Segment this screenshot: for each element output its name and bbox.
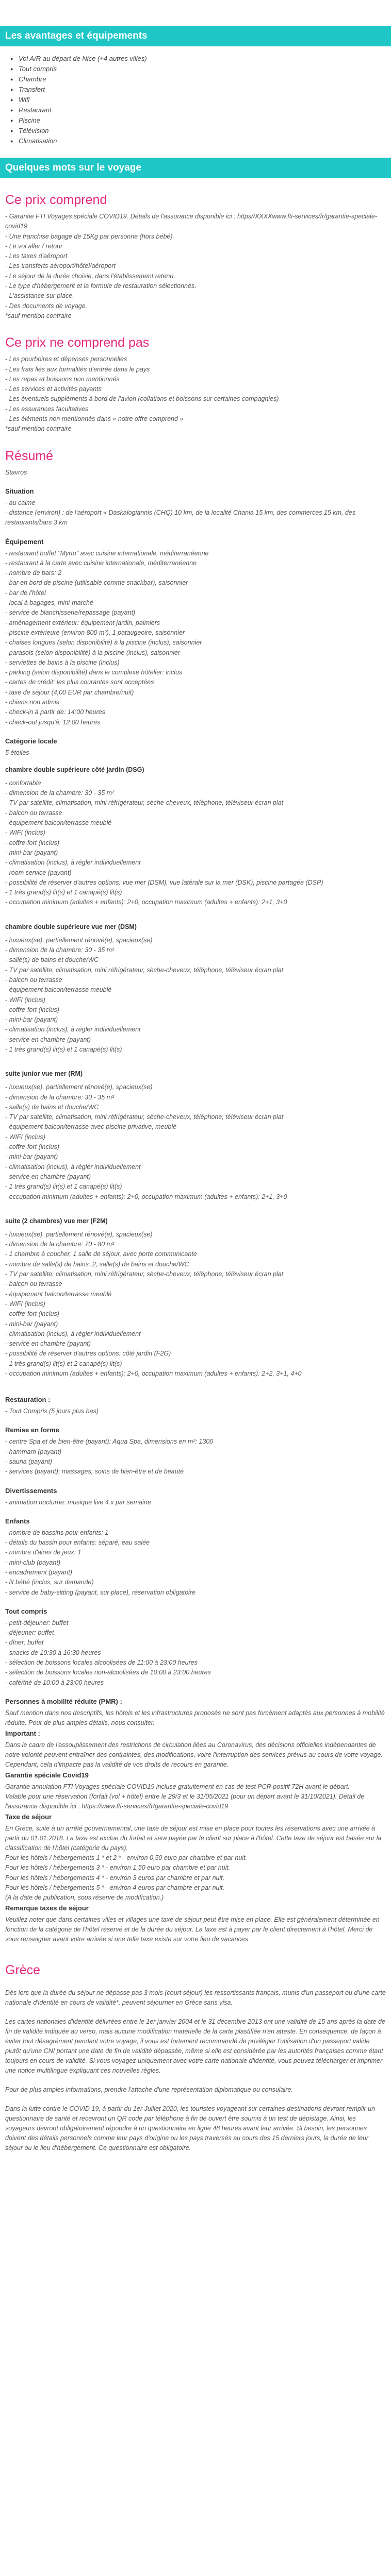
equipment-item: ● Vol A/R au départ de Nice (+4 autres villes) (19, 54, 391, 64)
room-title: chambre double supérieure vue mer (DSM) (5, 923, 137, 930)
equipment-label: Équipement (5, 537, 44, 546)
room-detail-item: - mini-bar (payant) (5, 1320, 58, 1328)
main-content (0, 193, 391, 2153)
equipment-detail-item: - local à bagages, mini-marché (5, 599, 93, 607)
allinc-item: - café/thé de 10:00 à 23:00 heures (5, 1679, 104, 1686)
excluded-list (5, 354, 386, 434)
room-detail-item: - 1 très grand(s) lit(s) et 1 canapé(s) lit(s) (5, 1046, 122, 1053)
kids-item: - lit bébé (inclus, sur demande) (5, 1579, 94, 1586)
kids-label: Enfants (5, 1517, 30, 1525)
excluded-item: - Les services et activités payants (5, 385, 102, 393)
tax-line: (A la date de publication, sous réserve de modification.) (5, 1894, 164, 1902)
equipment-detail-item: - nombre de bars: 2 (5, 569, 62, 577)
entertainment-label: Divertissements (5, 1486, 57, 1495)
location-item: - au calme (5, 499, 36, 506)
included-item: - Garantie FTI Voyages spéciale COVID19. Détails de l'assurance disponible ici : https//XXXXwww.fti-services/fr/garantie-speciale-covid19 (5, 213, 377, 230)
advantages-band: Les avantages et équipements (0, 26, 391, 46)
greece-paragraphs (5, 1988, 386, 2153)
room-detail-item: - mini-bar (payant) (5, 1153, 58, 1161)
covid-text-2: Valable pour une réservation (forfait (vol + hôtel) entre le 29/3 et le 31/05/2021 (pour un départ avant le 31/10/2021). Détail de l'assurance disponible ici : https://www.fti-services/fr/garantie-speciale-covid19 (5, 1792, 365, 1810)
fitness-list (5, 1437, 386, 1477)
room-detail-item: - service en chambre (payant) (5, 1340, 91, 1348)
included-item: - Une franchise bagage de 15Kg par personne (hors bébé) (5, 232, 173, 240)
room-detail-item: - coffre-fort (inclus) (5, 839, 59, 846)
included-item: - Les transferts aéroport/hôtel/aéroport (5, 262, 116, 270)
equipment-detail-item: - chiens non admis (5, 698, 59, 706)
room-detail-item: - dimension de la chambre: 30 - 35 m² (5, 946, 115, 954)
room-detail-item: - salle(s) de bains et douche/WC (5, 1103, 99, 1111)
equipment-detail-item: - parking (selon disponibilité) dans le complexe hôtelier: inclus (5, 669, 183, 676)
equipment-list (0, 54, 391, 146)
room-detail-item: - coffre-fort (inclus) (5, 1006, 59, 1013)
equipment-detail-item: - cartes de crédit: les plus courantes sont acceptées (5, 679, 154, 686)
location-list (5, 498, 386, 528)
pmr-title: Personnes à mobilité réduite (PMR) : (5, 1697, 122, 1705)
equipment-item: ● Restaurant (19, 105, 391, 115)
equipment-detail-item: - serviettes de bains à la piscine (inclus) (5, 658, 120, 666)
room-details (5, 778, 386, 908)
included-item: - L'assistance sur place. (5, 292, 74, 300)
tax-lines (5, 1853, 386, 1903)
important-title: Important : (5, 1729, 40, 1737)
excluded-item: - Les repas et boissons non mentionnés (5, 375, 120, 383)
equipment-detail-item: - chaises longues (selon disponibilité) à la piscine (inclus), saisonnier (5, 639, 202, 647)
tax-line: Pour les hôtels / hébergements 5 * - environ 4 euros par chambre et par nuit. (5, 1884, 225, 1891)
tax-title: Taxe de séjour (5, 1812, 52, 1821)
included-item: - Le vol aller / retour (5, 242, 63, 250)
equipment-detail-item: - taxe de séjour (4,00 EUR par chambre/nuit) (5, 688, 134, 696)
entertainment-list (5, 1498, 386, 1507)
room-detail-item: - confortable (5, 779, 41, 787)
equipment-detail-item: - bar en bord de piscine (utilisable comme snackbar), saisonnier (5, 579, 188, 587)
equipment-detail-item: - service de blanchisserie/repassage (payant) (5, 609, 136, 617)
room-detail-item: - occupation minimum (adultes + enfants): 2+0, occupation maximum (adultes + enfants): 2+2, 3+1, 4+0 (5, 1370, 302, 1378)
greece-paragraph: Les cartes nationales d'identité délivrées entre le 1er janvier 2004 et le 31 décembre 2013 ont une validité de 15 ans après la date de fin de validité indiquée au verso, mais aucune modification matérielle de la carte plastifiée n'en atteste. En conséquence, de façon à éviter tout désagrément pendant votre voyage, il vous est fortement recommandé de privilégier l'utilisation d'un passeport valide plutôt qu'une CNI portant une date de fin de validité dépassée, même si elle est considérée par les autorités françaises comme étant toujours en cours de validité. Si vous voyagez uniquement avec votre carte nationale d'identité, vous pouvez télécharger et imprimer une notice multilingue expliquant ces nouvelles règles. (5, 2018, 385, 2075)
allinc-item: - petit-déjeuner: buffet (5, 1619, 69, 1626)
covid-text: Garantie annulation FTI Voyages spéciale COVID19 incluse gratuitement en cas de test PCR positif 72H avant le départ. (5, 1783, 350, 1790)
greece-paragraph: Pour de plus amples informations, prendre l'attache d'une représentation diplomatique ou consulaire. (5, 2086, 293, 2094)
room-title: suite junior vue mer (RM) (5, 1070, 83, 1078)
room-detail-item: - équipement balcon/terrasse avec piscine privative, meublé (5, 1123, 177, 1131)
room-details (5, 1230, 386, 1379)
room-detail-item: - climatisation (inclus), à régler individuellement (5, 1026, 141, 1033)
room-detail-item: - TV par satellite, climatisation, mini réfrigérateur, sèche-cheveux, téléphone, téléviseur écran plat (5, 1270, 284, 1278)
room-detail-item: - luxueux(se), partiellement rénové(e), spacieux(se) (5, 1230, 153, 1238)
important-text: Dans le cadre de l'assouplissement des restrictions de circulation liées au Coronavirus, des décisions officielles indépendantes de notre volonté peuvent entraîner des contraintes, des modifications, voire l'interruption des services prévus au cours de votre voyage. (5, 1741, 383, 1758)
tax-text: En Grèce, suite à un arrêté gouvernemental, une taxe de séjour est mise en place pour toutes les réservations avec une arrivée à partir du 01.01.2018. La taxe est exclue du forfait et sera payée par le client sur place à l'hôtel. Cette taxe de séjour est basée sur la classification de l'hôtel (catégorie du pays). (5, 1824, 382, 1852)
room-detail-item: - luxueux(se), partiellement rénové(e), spacieux(se) (5, 936, 153, 944)
room-detail-item: - WIFI (inclus) (5, 996, 45, 1004)
equipment-item: ● Chambre (19, 74, 391, 84)
restoration-label: Restauration : (5, 1396, 51, 1404)
allinc-item: - sélection de boissons locales non-alcoolisées de 10:00 à 23:00 heures (5, 1669, 211, 1676)
tax-line: Pour les hôtels / hébergements 3 * - environ 1,50 euro par chambre et par nuit. (5, 1864, 231, 1872)
room-detail-item: - équipement balcon/terrasse meublé (5, 986, 112, 994)
kids-item: - service de baby-sitting (payant, sur place), réservation obligatoire (5, 1588, 196, 1596)
equipment-detail-item: - restaurant à la carte avec cuisine internationale, méditerranéenne (5, 559, 197, 567)
tax-line: Pour les hôtels / hébergements 4 * - environ 3 euros par chambre et par nuit. (5, 1874, 225, 1882)
room-detail-item: - service en chambre (payant) (5, 1036, 91, 1043)
room-detail-item: - équipement balcon/terrasse meublé (5, 1290, 112, 1298)
entertainment-item: - animation nocturne: musique live 4 x par semaine (5, 1498, 151, 1506)
remark-title: Remarque taxes de séjour (5, 1904, 89, 1912)
excluded-item: - Les frais liés aux formalités d'entrée dans le pays (5, 365, 150, 373)
important-text-2: Cependant, cela n'impacte pas la validité de vos droits de recours en garantie. (5, 1760, 229, 1768)
allinc-item: - snacks de 10:30 à 16:30 heures (5, 1649, 101, 1656)
room-detail-item: - WIFI (inclus) (5, 1133, 45, 1141)
room-detail-item: - possibilité de réserver d'autres options: vue mer (DSM), vue latérale sur la mer (DSK), piscine partagée (DSP) (5, 878, 323, 886)
room-detail-item: - TV par satellite, climatisation, mini réfrigérateur, sèche-cheveux, téléphone, téléviseur écran plat (5, 799, 284, 807)
room-detail-item: - room service (payant) (5, 869, 72, 876)
room-detail-item: - climatisation (inclus), à régler individuellement (5, 859, 141, 867)
room-detail-item: - coffre-fort (inclus) (5, 1310, 59, 1318)
room-detail-item: - occupation minimum (adultes + enfants): 2+0, occupation maximum (adultes + enfants): 2+1, 3+0 (5, 1193, 287, 1200)
fitness-label: Remise en forme (5, 1426, 59, 1434)
restoration-value: - Tout Compris (5 jours plus bas) (5, 1408, 99, 1415)
equipment-detail-item: - piscine extérieure (environ 800 m²), 1 pataugeoire, saisonnier (5, 629, 185, 636)
equipment-detail-item: - check-out jusqu'à: 12:00 heures (5, 718, 101, 726)
excluded-item: - Les pourboires et dépenses personnelles (5, 355, 127, 363)
included-item: - Le type d'hébergement et la formule de restauration sélectionnés. (5, 282, 197, 290)
equipment-item: ● Piscine (19, 115, 391, 126)
fitness-item: - centre Spa et de bien-être (payant): Aqua Spa, dimensions en m²: 1300 (5, 1438, 214, 1446)
category-label: Catégorie locale (5, 737, 57, 745)
equipment-item: ● Wifi (19, 95, 391, 105)
included-item: - Le séjour de la durée choisie, dans l'établissement retenu. (5, 272, 175, 280)
kids-item: - nombre d'aires de jeux: 1 (5, 1549, 82, 1556)
excluded-item: - Les assurances facultatives (5, 405, 89, 413)
kids-item: - détails du bassin pour enfants: séparé, eau salée (5, 1539, 150, 1547)
room-detail-item: - 1 très grand(s) lit(s) et 1 canapé(s) lit(s) (5, 889, 122, 896)
room-detail-item: - 1 très grand(s) lit(s) et 2 canapé(s) lit(s) (5, 1360, 122, 1367)
fitness-item: - hammam (payant) (5, 1448, 62, 1455)
allinc-list (5, 1618, 386, 1688)
included-item: *sauf mention contraire (5, 312, 72, 319)
excluded-heading: Ce prix ne comprend pas (5, 335, 150, 350)
excluded-item: - Les éventuels suppléments à bord de l'avion (collations et boissons sur certaines compagnies) (5, 395, 279, 403)
room-detail-item: - balcon ou terrasse (5, 809, 62, 817)
kids-item: - encadrement (payant) (5, 1568, 72, 1576)
room-detail-item: - luxueux(se), partiellement rénové(e), spacieux(se) (5, 1083, 153, 1091)
room-detail-item: - occupation minimum (adultes + enfants): 2+0, occupation maximum (adultes + enfants): 2+1, 3+0 (5, 899, 287, 906)
equipment-detail-item: - aménagement extérieur: équipement jardin, palmiers (5, 619, 160, 626)
included-item: - Des documents de voyage. (5, 302, 88, 310)
room-detail-item: - dimension de la chambre: 70 - 80 m² (5, 1241, 115, 1248)
kids-item: - nombre de bassins pour enfants: 1 (5, 1529, 109, 1536)
room-detail-item: - WIFI (inclus) (5, 829, 45, 837)
room-detail-item: - mini-bar (payant) (5, 849, 58, 856)
excluded-item: - Les éléments non mentionnés dans « notre offre comprend » (5, 415, 184, 423)
room-detail-item: - 1 chambre à coucher, 1 salle de séjour, avec porte communicante (5, 1250, 197, 1258)
included-item: - Les taxes d'aéroport (5, 252, 68, 260)
allinc-item: - déjeuner: buffet (5, 1629, 54, 1637)
room-detail-item: - WIFI (inclus) (5, 1300, 45, 1308)
covid-title: Garantie spéciale Covid19 (5, 1771, 89, 1779)
room-detail-item: - mini-bar (payant) (5, 1016, 58, 1024)
equipment-item: ● Télévision (19, 126, 391, 136)
summary-heading: Résumé (5, 448, 54, 463)
pmr-text: Sauf mention dans nos descriptifs, les hôtels et les infrastructures proposés ne sont pas forcément adaptés aux personnes à mobilité réduite. Pour de plus amples détails, nous consulter. (5, 1709, 385, 1726)
equipment-detail-item: - bar de l'hôtel (5, 589, 46, 597)
allinc-item: - sélection de boissons locales alcoolisées de 11:00 à 23:00 heures (5, 1659, 198, 1667)
equipment-details (5, 549, 386, 727)
greece-heading: Grèce (5, 1963, 41, 1978)
included-heading: Ce prix comprend (5, 193, 107, 207)
equipment-detail-item: - check-in à partir de: 14:00 heures (5, 708, 105, 716)
equipment-item: ● Transfert (19, 84, 391, 95)
room-detail-item: - climatisation (inclus), à régler individuellement (5, 1330, 141, 1337)
rooms-section (5, 766, 386, 1386)
room-detail-item: - nombre de salle(s) de bains: 2, salle(s) de bains et douche/WC (5, 1260, 189, 1268)
room-detail-item: - 1 très grand(s) lit(s) et 1 canapé(s) lit(s) (5, 1183, 122, 1191)
equipment-item: ● Tout compris (19, 64, 391, 74)
room-detail-item: - climatisation (inclus), à régler individuellement (5, 1163, 141, 1171)
fitness-item: - sauna (payant) (5, 1458, 53, 1465)
greece-paragraph: Dans la lutte contre le COVID 19, à partir du 1er Juillet 2020, les touristes voyageant sur certaines destinations devront remplir un questionnaire de santé et recevront un QR code par téléphone à fin de ouvert être soumis à un test de dépistage. Ainsi, les voyageurs devront obligatoirement répondre à un questionnaire en ligne 48 heures avant leur arrivée. Si besoin, les personnes doivent des détails personnels comme leur pays d'origine ou les pays traversés au cours des 15 derniers jours, la durée de leur séjour ou le lieu d'hébergement. Ce questionnaire est obligatoire. (5, 2105, 376, 2152)
room-detail-item: - dimension de la chambre: 30 - 35 m² (5, 789, 115, 797)
room-detail-item: - possibilité de réserver d'autres options: côté jardin (F2G) (5, 1350, 171, 1358)
hotel-name: Stavros (5, 468, 27, 476)
room-detail-item: - balcon ou terrasse (5, 976, 62, 984)
tax-line: Pour les hôtels / hébergements 1 * et 2 * - environ 0,50 euro par chambre et par nuit. (5, 1854, 248, 1861)
fitness-item: - services (payant): massages, soins de bien-être et de beauté (5, 1468, 184, 1476)
location-item: - distance (environ) : de l'aéroport « Daskalogiannis (CHQ) 10 km, de la localité Chania 15 km, des commerces 15 km, des restaurants/bars 3 km (5, 509, 356, 527)
room-detail-item: - TV par satellite, climatisation, mini réfrigérateur, sèche-cheveux, téléphone, téléviseur écran plat (5, 1113, 284, 1121)
remark-text: Veuillez noter que dans certaines villes et villages une taxe de séjour peut être mise en place. Elle est généralement déterminée en fonction de la catégorie de l'hôtel réservé et de la durée du séjour. La taxe est à payer par le client directement à l'hôtel. Merci de vous renseigner avant votre arrivée si une telle taxe existe sur votre lieu de vacances. (5, 1916, 380, 1943)
room-detail-item: - coffre-fort (inclus) (5, 1143, 59, 1151)
kids-list (5, 1528, 386, 1598)
trip-band: Quelques mots sur le voyage (0, 158, 391, 178)
room-title: suite (2 chambres) vue mer (F2M) (5, 1217, 108, 1225)
category-value: 5 étoiles (5, 749, 29, 756)
room-detail-item: - TV par satellite, climatisation, mini réfrigérateur, sèche-cheveux, téléphone, téléviseur écran plat (5, 966, 284, 974)
room-details (5, 1082, 386, 1202)
equipment-detail-item: - restaurant buffet "Myrto" avec cuisine internationale, méditerranéenne (5, 549, 209, 557)
room-detail-item: - balcon ou terrasse (5, 1280, 62, 1288)
room-details (5, 936, 386, 1055)
included-list (5, 212, 386, 321)
room-detail-item: - dimension de la chambre: 30 - 35 m² (5, 1093, 115, 1101)
allinc-item: - dîner: buffet (5, 1639, 44, 1647)
location-label: Situation (5, 487, 34, 495)
greece-paragraph: Dès lors que la durée du séjour ne dépasse pas 3 mois (court séjour) les ressortissants français, munis d'un passeport ou d'une carte nationale d'identité en cours de validité*, peuvent séjourner en Grèce sans visa. (5, 1989, 386, 2007)
allinc-label: Tout compris (5, 1607, 47, 1615)
equipment-detail-item: - parasols (selon disponibilité) à la piscine (inclus), saisonnier (5, 649, 181, 656)
equipment-item: ● Climatisation (19, 136, 391, 146)
room-detail-item: - salle(s) de bains et douche/WC (5, 956, 99, 964)
kids-item: - mini-club (payant) (5, 1558, 60, 1566)
excluded-item: *sauf mention contraire (5, 425, 72, 433)
room-detail-item: - service en chambre (payant) (5, 1173, 91, 1180)
room-detail-item: - équipement balcon/terrasse meublé (5, 819, 112, 827)
room-title: chambre double supérieure côté jardin (DSG) (5, 766, 144, 773)
